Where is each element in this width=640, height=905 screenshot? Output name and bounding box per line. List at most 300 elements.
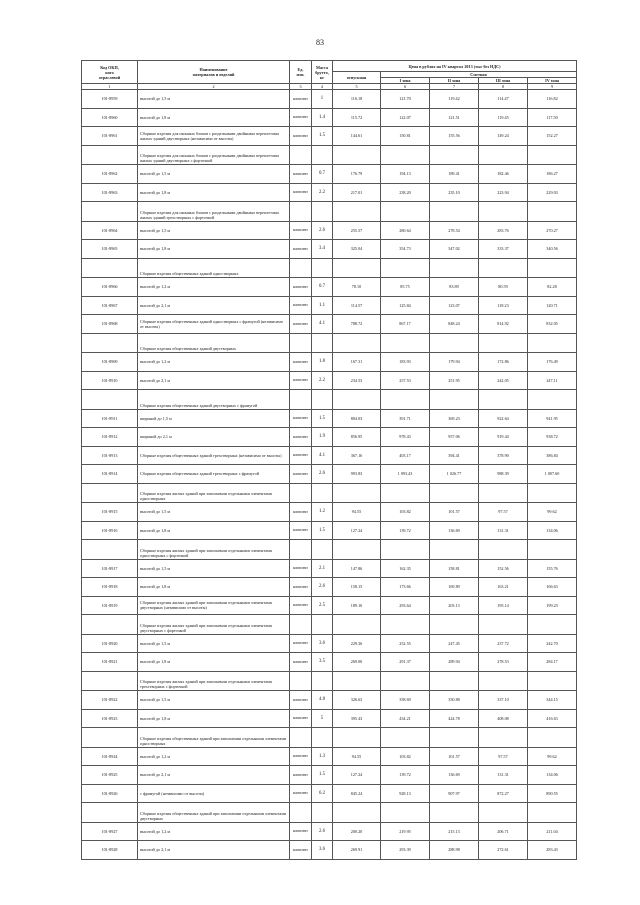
name-cell: высотой до 1,8 м — [138, 709, 290, 728]
price-otpusknaya-cell: 229.36 — [333, 634, 381, 653]
name-cell: высотой до 1,8 м — [138, 578, 290, 597]
group-row — [82, 390, 577, 410]
price-zone-3-cell: 97.57 — [479, 503, 528, 522]
price-zone-4-cell: 176.49 — [528, 353, 577, 372]
table-row — [82, 183, 577, 202]
price-otpusknaya-cell: 94.55 — [333, 747, 381, 766]
name-cell: высотой до 1,2 м — [138, 822, 290, 841]
price-zone-4-cell: 340.56 — [528, 240, 577, 259]
name-cell: высотой до 2,1 м — [138, 841, 290, 860]
name-cell: высотой до 1,5 м — [138, 503, 290, 522]
group-title: Сборные изделия для оконных блоков с раздельными двойными переплетами жилых зданий двустворных с форточкой — [138, 145, 290, 165]
code-cell: 101-8968 — [82, 315, 138, 334]
price-cell — [479, 671, 528, 691]
price-cell — [333, 728, 381, 748]
price-otpusknaya-cell: 804.03 — [333, 409, 381, 428]
price-cell — [381, 671, 430, 691]
name-cell: высотой до 1,5 м — [138, 221, 290, 240]
price-zone-1-cell: 434.21 — [381, 709, 430, 728]
group-row — [82, 202, 577, 222]
code-cell: 101-8963 — [82, 183, 138, 202]
unit-cell: комплект — [290, 446, 312, 465]
price-zone-1-cell: 928.13 — [381, 784, 430, 803]
table-row — [82, 127, 577, 146]
code-cell: 101-8914 — [82, 465, 138, 484]
smetnaya-header: Сметная — [381, 72, 577, 78]
price-zone-1-cell: 103.82 — [381, 747, 430, 766]
mass-cell: 3.4 — [312, 240, 333, 259]
code-cell: 101-8921 — [82, 653, 138, 672]
price-zone-3-cell: 337.10 — [479, 691, 528, 710]
table-row — [82, 240, 577, 259]
name-cell: высотой до 2,1 м — [138, 371, 290, 390]
price-cell — [528, 202, 577, 222]
price-zone-3-cell: 278.53 — [479, 653, 528, 672]
code-cell: 101-8925 — [82, 766, 138, 785]
mass-cell: 1.9 — [312, 428, 333, 447]
price-zone-1-cell: 121.70 — [381, 90, 430, 109]
table-row — [82, 766, 577, 785]
price-otpusknaya-cell: 845.24 — [333, 784, 381, 803]
zone-3-header: III зона — [479, 78, 528, 84]
price-cell — [479, 390, 528, 410]
unit-cell — [290, 671, 312, 691]
price-otpusknaya-cell: 856.95 — [333, 428, 381, 447]
price-cell — [528, 540, 577, 560]
unit-cell: комплект — [290, 691, 312, 710]
price-zone-1-cell: 403.17 — [381, 446, 430, 465]
mass-cell — [312, 803, 333, 823]
price-zone-3-cell: 206.71 — [479, 822, 528, 841]
unit-column-header: Ед. изм. — [290, 61, 312, 84]
price-zone-2-cell: 1 026.77 — [430, 465, 479, 484]
table-header — [82, 61, 577, 90]
table-row — [82, 559, 577, 578]
price-zone-4-cell: 117.50 — [528, 108, 577, 127]
unit-cell: комплект — [290, 747, 312, 766]
unit-cell: комплект — [290, 127, 312, 146]
unit-cell — [290, 390, 312, 410]
price-zone-2-cell: 83.89 — [430, 278, 479, 297]
code-cell — [82, 540, 138, 560]
unit-cell: комплект — [290, 653, 312, 672]
unit-cell — [290, 258, 312, 278]
name-cell: Сборные изделия общественных зданий одностворных с фрамугой (независимо от высоты) — [138, 315, 290, 334]
price-zone-3-cell: 223.94 — [479, 183, 528, 202]
price-zone-3-cell: 97.57 — [479, 747, 528, 766]
price-cell — [333, 615, 381, 635]
price-zone-2-cell: 278.54 — [430, 221, 479, 240]
name-cell: высотой до 1,2 м — [138, 747, 290, 766]
group-row — [82, 803, 577, 823]
code-cell: 101-8927 — [82, 822, 138, 841]
price-cell — [333, 483, 381, 503]
price-zone-3-cell: 119.45 — [479, 108, 528, 127]
name-cell: высотой до 1,5 м — [138, 559, 290, 578]
price-zone-1-cell: 103.82 — [381, 503, 430, 522]
price-otpusknaya-cell: 255.57 — [333, 221, 381, 240]
price-zone-3-cell: 80.59 — [479, 278, 528, 297]
name-cell: высотой до 1,8 м — [138, 240, 290, 259]
price-zone-2-cell: 101.57 — [430, 747, 479, 766]
mass-cell: 3.6 — [312, 841, 333, 860]
zone-4-header: IV зона — [528, 78, 577, 84]
price-cell — [479, 333, 528, 353]
price-zone-2-cell: 289.94 — [430, 653, 479, 672]
unit-cell — [290, 615, 312, 635]
price-zone-1-cell: 219.95 — [381, 822, 430, 841]
mass-cell — [312, 202, 333, 222]
table-row — [82, 108, 577, 127]
code-cell: 101-8922 — [82, 691, 138, 710]
price-zone-3-cell: 408.08 — [479, 709, 528, 728]
price-zone-4-cell: 242.70 — [528, 634, 577, 653]
unit-cell: комплект — [290, 428, 312, 447]
price-zone-2-cell: 203.13 — [430, 596, 479, 615]
mass-cell: 4.1 — [312, 446, 333, 465]
price-zone-1-cell: 354.73 — [381, 240, 430, 259]
table-row — [82, 784, 577, 803]
price-zone-4-cell: 199.23 — [528, 596, 577, 615]
price-cell — [333, 390, 381, 410]
name-cell: высотой до 1,8 м — [138, 108, 290, 127]
table-row — [82, 165, 577, 184]
price-otpusknaya-cell: 78.10 — [333, 278, 381, 297]
price-cell — [381, 202, 430, 222]
name-cell: высотой до 1,2 м — [138, 278, 290, 297]
price-zone-3-cell: 922.64 — [479, 409, 528, 428]
price-cell — [528, 333, 577, 353]
price-zone-2-cell: 155.56 — [430, 127, 479, 146]
table-row — [82, 371, 577, 390]
code-cell: 101-8918 — [82, 578, 138, 597]
column-number: 6 — [381, 84, 430, 90]
group-row — [82, 671, 577, 691]
price-otpusknaya-cell: 158.15 — [333, 578, 381, 597]
price-zone-2-cell: 101.57 — [430, 503, 479, 522]
table-row — [82, 709, 577, 728]
unit-cell — [290, 540, 312, 560]
unit-cell: комплект — [290, 465, 312, 484]
price-cell — [333, 671, 381, 691]
unit-cell: комплект — [290, 766, 312, 785]
table-row — [82, 747, 577, 766]
mass-cell: 1.5 — [312, 409, 333, 428]
price-cell — [479, 145, 528, 165]
price-zone-1-cell: 867.17 — [381, 315, 430, 334]
price-cell — [381, 258, 430, 278]
price-zone-4-cell: 166.63 — [528, 578, 577, 597]
group-row — [82, 728, 577, 748]
price-zone-4-cell: 116.82 — [528, 90, 577, 109]
price-cell — [430, 390, 479, 410]
price-zone-1-cell: 238.20 — [381, 183, 430, 202]
mass-cell: 0.7 — [312, 165, 333, 184]
mass-cell: 2.6 — [312, 822, 333, 841]
price-zone-1-cell: 978.43 — [381, 428, 430, 447]
name-cell: высотой до 2,1 м — [138, 766, 290, 785]
price-zone-1-cell: 150.81 — [381, 127, 430, 146]
code-cell: 101-8961 — [82, 127, 138, 146]
price-zone-2-cell: 907.97 — [430, 784, 479, 803]
price-zone-3-cell: 149.24 — [479, 127, 528, 146]
price-cell — [333, 202, 381, 222]
price-zone-3-cell: 919.44 — [479, 428, 528, 447]
zone-2-header: II зона — [430, 78, 479, 84]
code-cell — [82, 483, 138, 503]
price-zone-2-cell: 235.10 — [430, 183, 479, 202]
price-zone-4-cell: 99.62 — [528, 503, 577, 522]
mass-cell: 1.4 — [312, 108, 333, 127]
name-cell: высотой до 1,5 м — [138, 90, 290, 109]
price-zone-1-cell: 183.93 — [381, 353, 430, 372]
price-zone-3-cell: 114.47 — [479, 90, 528, 109]
name-cell: высотой до 1,5 м — [138, 165, 290, 184]
price-zone-1-cell: 291.37 — [381, 653, 430, 672]
price-cell — [333, 258, 381, 278]
column-number: 9 — [528, 84, 577, 90]
price-otpusknaya-cell: 788.72 — [333, 315, 381, 334]
code-cell: 101-8920 — [82, 634, 138, 653]
price-zone-1-cell: 252.55 — [381, 634, 430, 653]
code-cell: 101-8962 — [82, 165, 138, 184]
name-cell: высотой до 2,1 м — [138, 296, 290, 315]
price-cell — [381, 483, 430, 503]
code-cell: 101-8969 — [82, 353, 138, 372]
price-cell — [381, 540, 430, 560]
mass-cell: 1.5 — [312, 766, 333, 785]
price-cell — [430, 145, 479, 165]
price-cell — [528, 615, 577, 635]
mass-cell: 3.6 — [312, 634, 333, 653]
mass-column-header: Масса брутто, кг — [312, 61, 333, 84]
mass-cell — [312, 483, 333, 503]
price-otpusknaya-cell: 217.01 — [333, 183, 381, 202]
mass-cell — [312, 258, 333, 278]
price-zone-2-cell: 288.98 — [430, 841, 479, 860]
price-zone-4-cell: 270.27 — [528, 221, 577, 240]
price-cell — [528, 390, 577, 410]
price-zone-4-cell: 284.17 — [528, 653, 577, 672]
price-cell — [479, 483, 528, 503]
price-otpusknaya-cell: 176.79 — [333, 165, 381, 184]
price-zone-4-cell: 890.55 — [528, 784, 577, 803]
price-otpusknaya-cell: 325.04 — [333, 240, 381, 259]
price-otpusknaya-cell: 94.55 — [333, 503, 381, 522]
code-cell: 101-8923 — [82, 709, 138, 728]
group-title: Сборные изделия общественных зданий одностворных — [138, 258, 290, 278]
price-zone-3-cell: 195.14 — [479, 596, 528, 615]
price-zone-2-cell: 189.41 — [430, 165, 479, 184]
price-cell — [528, 803, 577, 823]
mass-cell: 3.5 — [312, 653, 333, 672]
price-zone-2-cell: 123.07 — [430, 296, 479, 315]
code-column-header: Код ОКП, ного отраслевой — [82, 61, 138, 84]
table-row — [82, 465, 577, 484]
name-cell: с фрамугой (независимо от высоты) — [138, 784, 290, 803]
code-cell: 101-8919 — [82, 596, 138, 615]
price-cell — [479, 728, 528, 748]
price-otpusknaya-cell: 326.63 — [333, 691, 381, 710]
price-zone-3-cell: 118.23 — [479, 296, 528, 315]
table-row — [82, 521, 577, 540]
mass-cell: 2.1 — [312, 559, 333, 578]
unit-cell — [290, 803, 312, 823]
price-otpusknaya-cell: 234.53 — [333, 371, 381, 390]
price-cell — [381, 390, 430, 410]
price-cell — [381, 615, 430, 635]
price-zone-3-cell: 131.31 — [479, 521, 528, 540]
price-zone-2-cell: 121.51 — [430, 108, 479, 127]
price-zone-1-cell: 358.69 — [381, 691, 430, 710]
column-number: 3 — [290, 84, 312, 90]
price-zone-4-cell: 247.11 — [528, 371, 577, 390]
code-cell: 101-8964 — [82, 221, 138, 240]
price-zone-1-cell: 194.13 — [381, 165, 430, 184]
price-zone-4-cell: 99.62 — [528, 747, 577, 766]
price-otpusknaya-cell: 147.86 — [333, 559, 381, 578]
price-cell — [479, 202, 528, 222]
price-zone-4-cell: 941.95 — [528, 409, 577, 428]
price-zone-2-cell: 369.23 — [430, 409, 479, 428]
price-zone-3-cell: 814.92 — [479, 315, 528, 334]
page-number: 83 — [316, 38, 324, 47]
table-row — [82, 596, 577, 615]
table-row — [82, 221, 577, 240]
mass-cell: 6.2 — [312, 784, 333, 803]
price-otpusknaya-cell: 167.31 — [333, 353, 381, 372]
unit-cell: комплект — [290, 596, 312, 615]
zone-1-header: I зона — [381, 78, 430, 84]
code-cell — [82, 728, 138, 748]
mass-cell: 1.3 — [312, 747, 333, 766]
mass-cell: 2.5 — [312, 596, 333, 615]
price-otpusknaya-cell: 189.10 — [333, 596, 381, 615]
mass-cell — [312, 671, 333, 691]
price-zone-2-cell: 169.89 — [430, 578, 479, 597]
code-cell — [82, 145, 138, 165]
price-zone-2-cell: 957.06 — [430, 428, 479, 447]
table-row — [82, 578, 577, 597]
group-row — [82, 258, 577, 278]
name-cell: высотой до 1,5 м — [138, 691, 290, 710]
code-cell: 101-8913 — [82, 446, 138, 465]
mass-cell: 1.2 — [312, 503, 333, 522]
price-zone-4-cell: 186.27 — [528, 165, 577, 184]
table-row — [82, 691, 577, 710]
price-zone-3-cell: 283.76 — [479, 221, 528, 240]
price-zone-4-cell: 134.06 — [528, 766, 577, 785]
mass-cell: 4.8 — [312, 691, 333, 710]
price-zone-3-cell: 988.39 — [479, 465, 528, 484]
code-cell — [82, 671, 138, 691]
unit-cell: комплект — [290, 278, 312, 297]
code-cell — [82, 615, 138, 635]
table-row — [82, 315, 577, 334]
code-cell — [82, 333, 138, 353]
price-title-header: Цена в рублях на IV квартал 2013 (тыс без НДС) — [333, 61, 577, 72]
unit-cell: комплект — [290, 409, 312, 428]
price-zone-1-cell: 125.84 — [381, 296, 430, 315]
price-otpusknaya-cell: 116.18 — [333, 90, 381, 109]
price-zone-4-cell: 416.63 — [528, 709, 577, 728]
code-cell: 101-8915 — [82, 503, 138, 522]
group-title: Сборные изделия жилых зданий при заполнении отдельными элементами одностворных с форточкой — [138, 540, 290, 560]
price-cell — [381, 728, 430, 748]
mass-cell: 1 — [312, 90, 333, 109]
price-zone-1-cell: 139.72 — [381, 521, 430, 540]
table-row — [82, 503, 577, 522]
price-zone-1-cell: 293.39 — [381, 841, 430, 860]
price-zone-2-cell: 215.13 — [430, 822, 479, 841]
code-cell — [82, 202, 138, 222]
unit-cell: комплект — [290, 108, 312, 127]
price-cell — [381, 333, 430, 353]
price-otpusknaya-cell: 367.16 — [333, 446, 381, 465]
price-zone-1-cell: 139.72 — [381, 766, 430, 785]
code-cell: 101-8960 — [82, 108, 138, 127]
group-title: Сборные изделия для оконных блоков с раздельными двойными переплетами жилых зданий трехстворных с форточкой — [138, 202, 290, 222]
price-zone-1-cell: 280.64 — [381, 221, 430, 240]
price-zone-4-cell: 229.03 — [528, 183, 577, 202]
price-zone-4-cell: 344.15 — [528, 691, 577, 710]
price-zone-2-cell: 136.69 — [430, 521, 479, 540]
name-cell: шириной до 2,1 м — [138, 428, 290, 447]
price-zone-1-cell: 1 093.43 — [381, 465, 430, 484]
code-cell: 101-8926 — [82, 784, 138, 803]
price-cell — [528, 258, 577, 278]
code-cell: 101-8959 — [82, 90, 138, 109]
price-cell — [430, 615, 479, 635]
unit-cell: комплект — [290, 240, 312, 259]
code-cell: 101-8910 — [82, 371, 138, 390]
code-cell: 101-8911 — [82, 409, 138, 428]
price-zone-2-cell: 119.42 — [430, 90, 479, 109]
table-row — [82, 278, 577, 297]
price-zone-3-cell: 172.86 — [479, 353, 528, 372]
mass-cell: 2.2 — [312, 371, 333, 390]
price-cell — [333, 333, 381, 353]
price-zone-3-cell: 272.61 — [479, 841, 528, 860]
price-cell — [528, 671, 577, 691]
price-otpusknaya-cell: 115.72 — [333, 108, 381, 127]
name-cell: высотой до 1,5 м — [138, 634, 290, 653]
price-zone-4-cell: 152.27 — [528, 127, 577, 146]
unit-cell: комплект — [290, 784, 312, 803]
price-zone-1-cell: 122.07 — [381, 108, 430, 127]
name-cell: высотой до 1,8 м — [138, 653, 290, 672]
price-zone-2-cell: 424.78 — [430, 709, 479, 728]
mass-cell — [312, 390, 333, 410]
unit-cell: комплект — [290, 165, 312, 184]
price-zone-3-cell: 378.90 — [479, 446, 528, 465]
price-zone-2-cell: 251.95 — [430, 371, 479, 390]
price-cell — [333, 540, 381, 560]
price-cell — [381, 145, 430, 165]
price-cell — [430, 728, 479, 748]
price-zone-4-cell: 120.71 — [528, 296, 577, 315]
name-cell: Сборные изделия общественных зданий трехстворных (независимо от высоты) — [138, 446, 290, 465]
mass-cell — [312, 333, 333, 353]
price-zone-1-cell: 162.35 — [381, 559, 430, 578]
unit-cell: комплект — [290, 221, 312, 240]
column-number: 5 — [333, 84, 381, 90]
mass-cell: 2.2 — [312, 183, 333, 202]
price-zone-2-cell: 158.81 — [430, 559, 479, 578]
unit-cell — [290, 483, 312, 503]
unit-cell: комплект — [290, 709, 312, 728]
table-row — [82, 90, 577, 109]
